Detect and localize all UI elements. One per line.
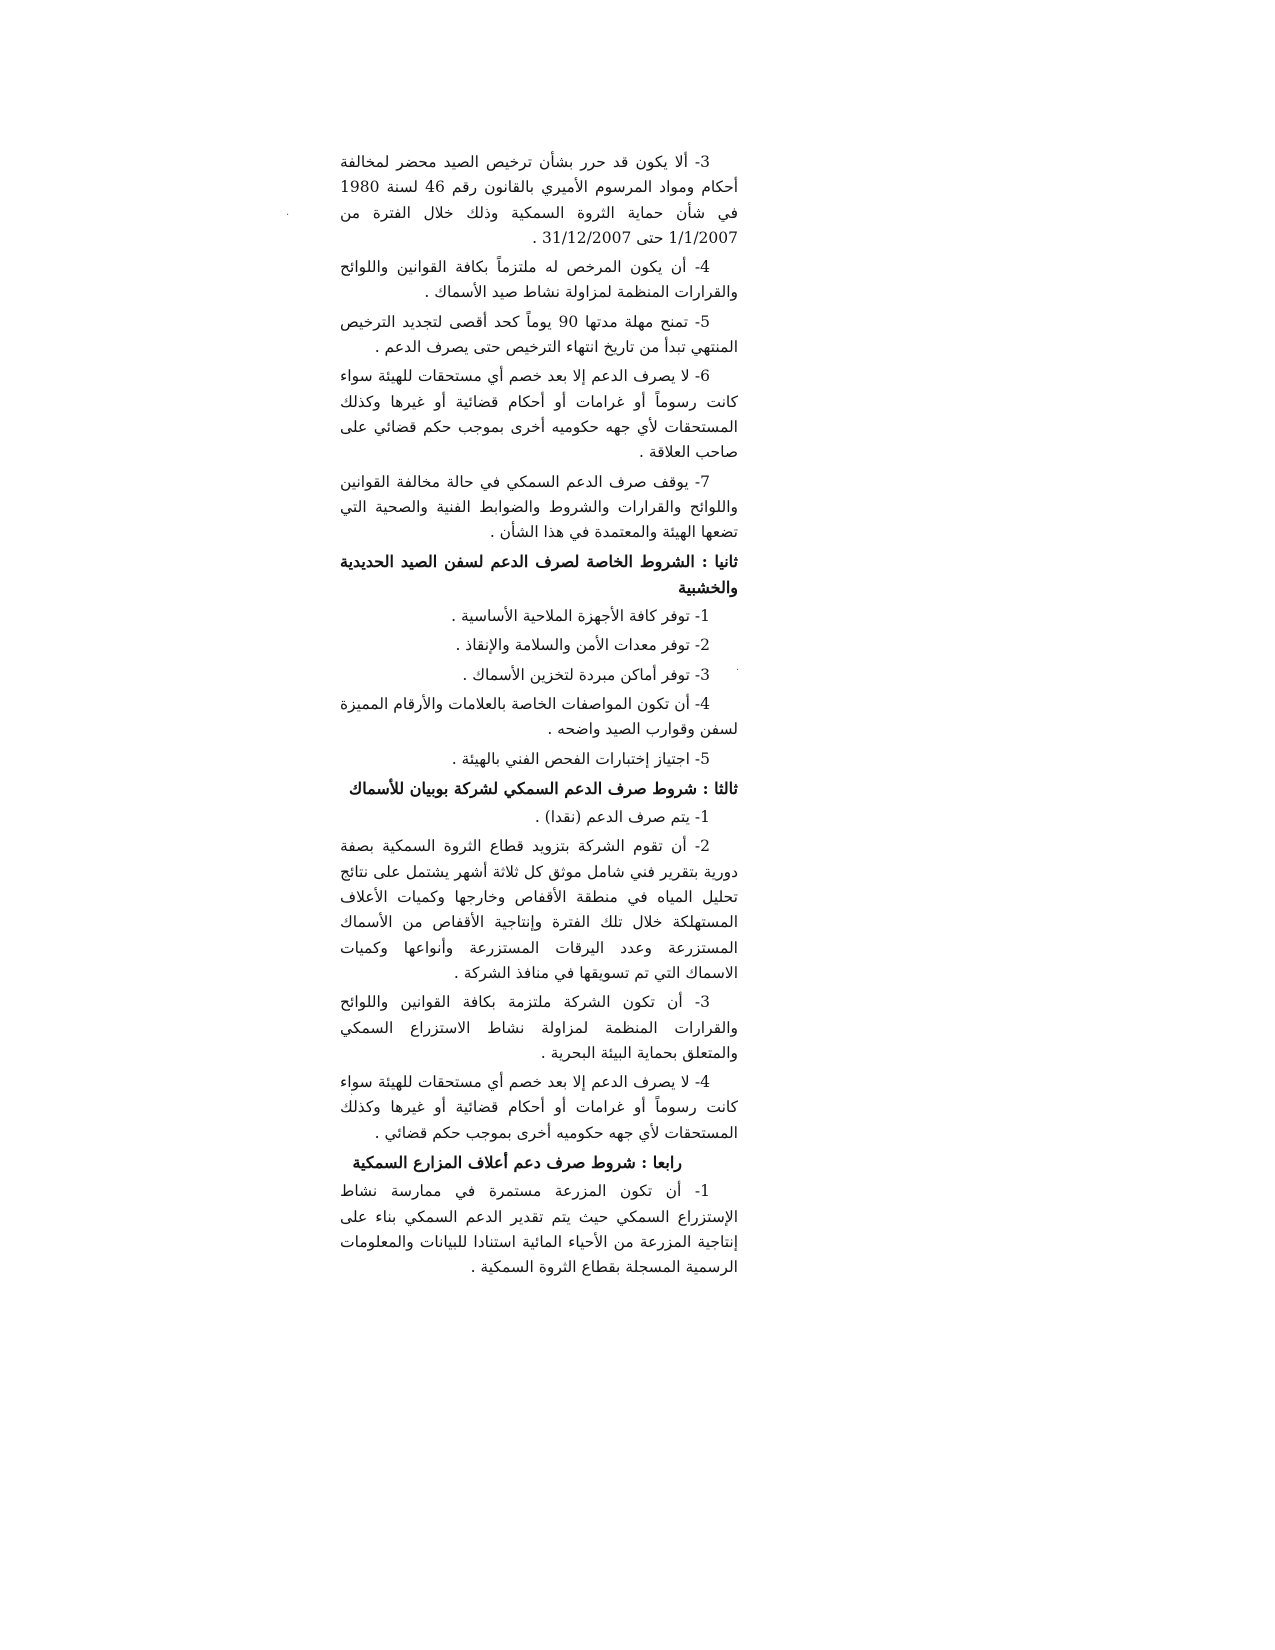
section-heading: ثالثا : شروط صرف الدعم السمكي لشركة بوبيان للأسماك: [349, 778, 738, 798]
scan-speck: ·: [350, 1090, 354, 1101]
scan-speck: .: [736, 662, 740, 673]
list-item: 1- أن تكون المزرعة مستمرة في ممارسة نشاط الإستزراع السمكي حيث يتم تقدير الدعم السمكي بناء على إنتاجية المزرعة من الأحياء المائية استنادا للبيانات والمعلومات الرسمية المسجلة بقطاع الثروة السمكية .: [340, 1182, 738, 1277]
section-heading: رابعا : شروط صرف دعم أعلاف المزارع السمكية: [352, 1152, 682, 1172]
list-item: 3- ألا يكون قد حرر بشأن ترخيص الصيد محضر لمخالفة أحكام ومواد المرسوم الأميري بالقانون رقم 46 لسنة 1980 في شأن حماية الثروة السمكية وذلك خلال الفترة من 1/1/2007 حتى 31/12/2007 .: [340, 153, 738, 247]
list-item: 4- لا يصرف الدعم إلا بعد خصم أي مستحقات للهيئة سواء كانت رسوماً أو غرامات أو أحكام قضائية أو غيرها وكذلك المستحقات لأي جهه حكوميه أخرى بموجب حكم قضائي .: [340, 1073, 738, 1142]
scan-speck: .: [286, 207, 290, 218]
list-item: 4- أن يكون المرخص له ملتزماً بكافة القوانين واللوائح والقرارات المنظمة لمزاولة نشاط صيد الأسماك .: [340, 258, 738, 302]
section-heading: ثانيا : الشروط الخاصة لصرف الدعم لسفن الصيد الحديدية والخشبية: [340, 552, 738, 597]
list-item: 7- يوقف صرف الدعم السمكي في حالة مخالفة القوانين واللوائح والقرارات والشروط والضوابط الفنية والصحية التي تضعها الهيئة والمعتمدة في هذا الشأن .: [340, 472, 738, 542]
list-item: 3- توفر أماكن مبردة لتخزين الأسماك .: [462, 665, 710, 684]
list-item: 1- توفر كافة الأجهزة الملاحية الأساسية .: [451, 607, 710, 626]
document-body: [340, 150, 738, 1284]
list-item: 6- لا يصرف الدعم إلا بعد خصم أي مستحقات للهيئة سواء كانت رسوماً أو غرامات أو أحكام قضائية أو غيرها وكذلك المستحقات لأي جهه حكوميه أخرى بموجب حكم قضائي على صاحب العلاقة .: [340, 367, 738, 462]
list-item: 5- تمنح مهلة مدتها 90 يوماً كحد أقصى لتجديد الترخيص المنتهي تبدأ من تاريخ انتهاء الترخيص حتى يصرف الدعم .: [340, 312, 738, 357]
list-item: 4- أن تكون المواصفات الخاصة بالعلامات والأرقام المميزة لسفن وقوارب الصيد واضحه .: [340, 694, 738, 739]
list-item: 5- اجتياز إختبارات الفحص الفني بالهيئة .: [451, 749, 710, 768]
list-item: 2- توفر معدات الأمن والسلامة والإنقاذ .: [455, 636, 710, 655]
list-item: 3- أن تكون الشركة ملتزمة بكافة القوانين واللوائح والقرارات المنظمة لمزاولة نشاط الاستزراع السمكي والمتعلق بحماية البيئة البحرية .: [340, 993, 738, 1062]
list-item: 2- أن تقوم الشركة بتزويد قطاع الثروة السمكية بصفة دورية بتقرير فني شامل موثق كل ثلاثة أشهر يشتمل على نتائج تحليل المياه في منطقة الأقفاص وخارجها وكميات الأعلاف المستهلكة خلال تلك الفترة وإنتاجية الأقفاص من الأسماك المستزرعة وعدد اليرقات المستزرعة وأنواعها وكميات الاسماك التي تم تسويقها في منافذ الشركة .: [340, 837, 738, 982]
list-item: 1- يتم صرف الدعم (نقدا) .: [534, 808, 710, 827]
